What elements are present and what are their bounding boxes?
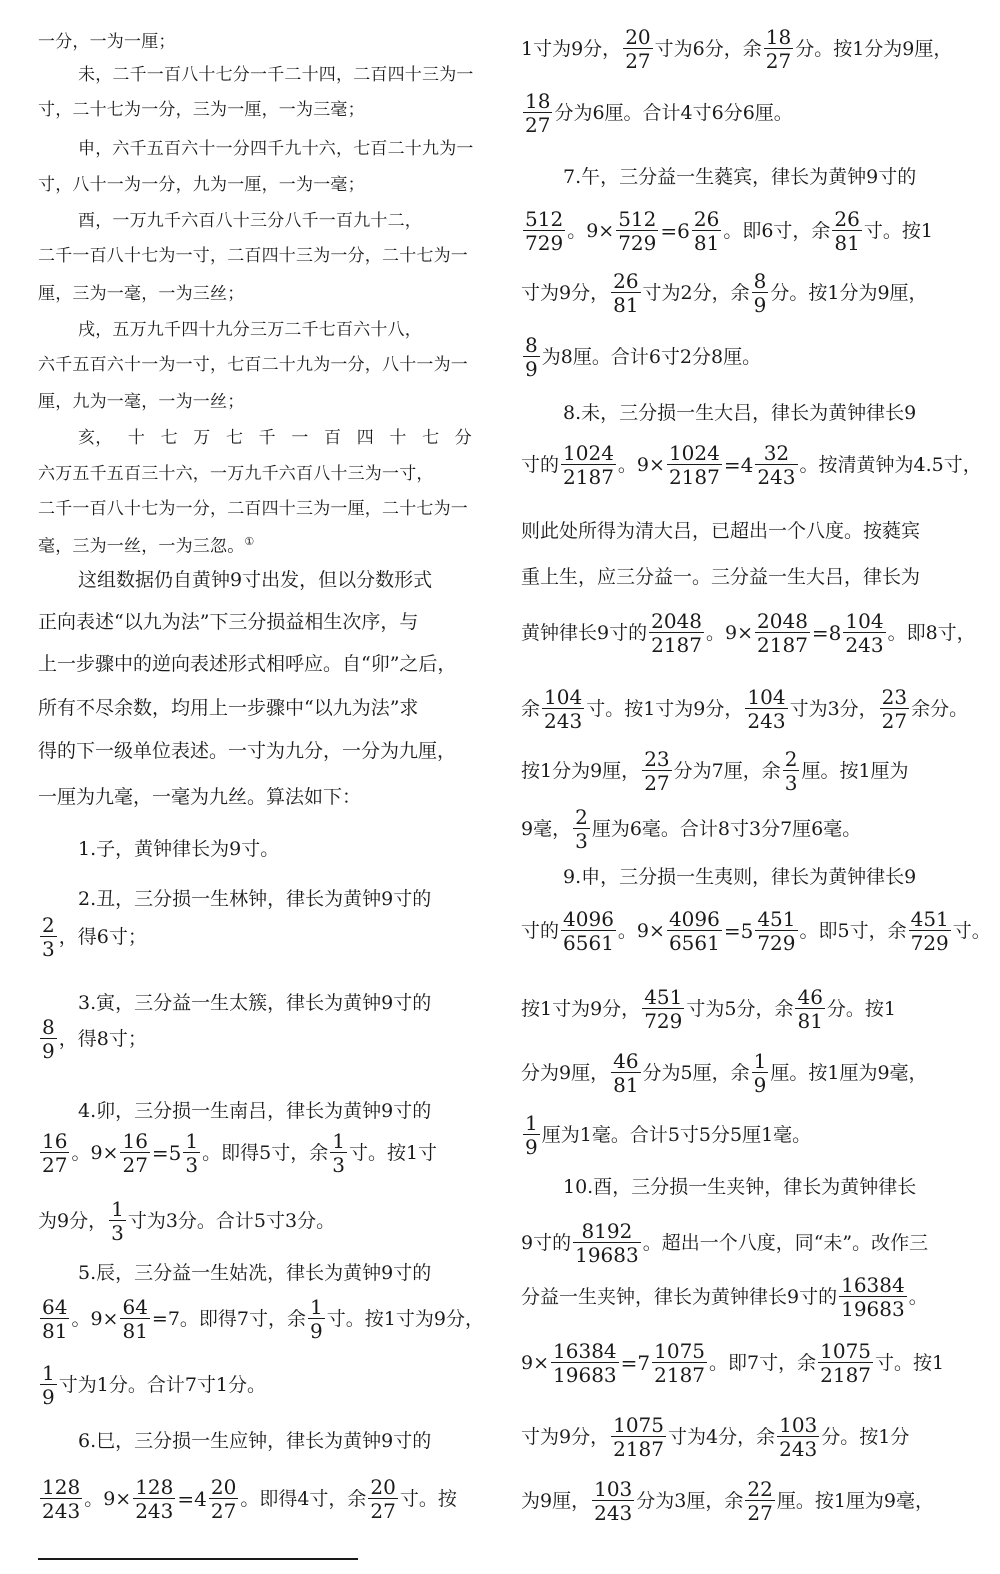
fraction: $\frac{104}{243}$	[845, 609, 884, 658]
body-line: 一厘为九毫，一毫为九丝。算法如下：	[38, 786, 362, 808]
body-line: 正向表述“以九为法”下三分损益相生次序，与	[38, 611, 419, 633]
classical-line: 申，六千五百六十一分四千九十六，七百二十九为一	[78, 139, 474, 159]
item-7-line: $\frac{512}{729}$ 。9× $\frac{512}{729}$ =6 $\frac{26}{81}$ 。即6寸，余 $\frac{26}{81}$ 寸。按1	[525, 207, 933, 256]
fraction: $\frac{26}{81}$	[693, 207, 720, 256]
classical-line: 二千一百八十七为一寸，二百四十三为一分，二十七为一	[38, 246, 468, 266]
fraction: $\frac{451}{729}$	[910, 907, 949, 956]
item-5-line: $\frac{64}{81}$ 。9× $\frac{64}{81}$ =7。即得7寸，余 $\frac{1}{9}$ 寸。按1寸为9分，	[42, 1295, 484, 1344]
fraction: $\frac{46}{81}$	[613, 1049, 639, 1098]
fraction: $\frac{26}{81}$	[613, 269, 639, 318]
fraction: $\frac{4096}{6561}$	[563, 907, 614, 956]
fraction: $\frac{64}{81}$	[42, 1295, 68, 1344]
item-3-line: 3.寅，三分益一生太簇，律长为黄钟9寸的	[78, 992, 432, 1014]
fraction: $\frac{1}{3}$	[111, 1197, 124, 1246]
classical-line: 毫，三为一丝，一为三忽。①	[38, 535, 255, 557]
fraction: $\frac{26}{81}$	[834, 207, 860, 256]
item-10-line: 寸为9分， $\frac{1075}{2187}$ 寸为4分，余 $\frac{103}{243}$ 分。按1分	[521, 1413, 910, 1462]
fraction: $\frac{32}{243}$	[757, 441, 796, 490]
fraction: $\frac{103}{243}$	[779, 1413, 818, 1462]
fraction: $\frac{128}{243}$	[42, 1475, 81, 1524]
fraction: $\frac{2048}{2187}$	[651, 609, 702, 658]
fraction: $\frac{20}{27}$	[370, 1475, 396, 1524]
fraction: $\frac{8}{9}$	[753, 269, 767, 318]
item-8-line: 重上生，应三分益一。三分益一生大吕，律长为	[521, 566, 921, 588]
item-8-line: 则此处所得为清大吕，已超出一个八度。按蕤宾	[521, 520, 921, 542]
item-2-line: $\frac{2}{3}$ ，得6寸；	[42, 913, 147, 962]
fraction: $\frac{103}{243}$	[594, 1477, 633, 1526]
item-4-line: 为9分， $\frac{1}{3}$ 寸为3分。合计5寸3分。	[38, 1197, 336, 1246]
item-5-line: $\frac{1}{9}$ 寸为1分。合计7寸1分。	[42, 1361, 267, 1410]
item-4-line: 4.卯，三分损一生南吕，律长为黄钟9寸的	[78, 1100, 432, 1122]
item-10-line: 9× $\frac{16384}{19683}$ =7 $\frac{1075}{2187}$ 。即7寸，余 $\frac{1075}{2187}$ 寸。按1	[521, 1339, 945, 1388]
fraction: $\frac{451}{729}$	[644, 985, 683, 1034]
fraction: $\frac{16}{27}$	[42, 1129, 68, 1178]
item-8-line: 8.未，三分损一生大吕，律长为黄钟律长9	[563, 402, 917, 424]
fraction: $\frac{18}{27}$	[765, 25, 792, 74]
fraction: $\frac{16}{27}$	[122, 1129, 148, 1178]
item-2-line: 2.丑，三分损一生林钟，律长为黄钟9寸的	[78, 888, 432, 910]
footnote-rule	[38, 1558, 358, 1560]
classical-line: 厘，三为一毫，一为三丝；	[38, 284, 245, 304]
item-3-line: $\frac{8}{9}$ ，得8寸；	[42, 1015, 147, 1064]
classical-line: 六万五千五百三十六，一万九千六百八十三为一寸，	[38, 464, 434, 484]
item-8-line: 黄钟律长9寸的 $\frac{2048}{2187}$ 。9× $\frac{2048}{2187}$ =8 $\frac{104}{243}$ 。即8寸，	[521, 609, 976, 658]
fraction: $\frac{1075}{2187}$	[613, 1413, 664, 1462]
classical-line: 酉，一万九千六百八十三分八千一百九十二，	[78, 211, 422, 231]
fraction: $\frac{16384}{19683}$	[553, 1339, 617, 1388]
item-10-line: 分益一生夹钟，律长为黄钟律长9寸的 $\frac{16384}{19683}$ 。	[521, 1273, 928, 1322]
fraction: $\frac{1075}{2187}$	[654, 1339, 706, 1388]
fraction: $\frac{1}{3}$	[332, 1129, 345, 1178]
fraction: $\frac{1}{9}$	[42, 1361, 55, 1410]
body-line: 得的下一级单位表述。一寸为九分，一分为九厘，	[38, 740, 457, 762]
item-8-line: 余 $\frac{104}{243}$ 寸。按1寸为9分， $\frac{104}{243}$ 寸为3分， $\frac{23}{27}$ 余分。	[521, 685, 969, 734]
fraction: $\frac{512}{729}$	[618, 207, 657, 256]
footnote-marker: ①	[244, 535, 255, 548]
fraction: $\frac{64}{81}$	[122, 1295, 148, 1344]
item-6-cont-line: 1寸为9分， $\frac{20}{27}$ 寸为6分，余 $\frac{18}{27}$ 分。按1分为9厘，	[521, 25, 953, 74]
fraction: $\frac{23}{27}$	[644, 747, 670, 796]
item-8-line: 按1分为9厘， $\frac{23}{27}$ 分为7厘，余 $\frac{2}{3}$ 厘。按1厘为	[521, 747, 909, 796]
item-10-line: 10.酉，三分损一生夹钟，律长为黄钟律长	[563, 1176, 917, 1198]
fraction: $\frac{128}{243}$	[135, 1475, 174, 1524]
fraction: $\frac{1024}{2187}$	[563, 441, 614, 490]
item-5-line: 5.辰，三分益一生姑冼，律长为黄钟9寸的	[78, 1262, 432, 1284]
fraction: $\frac{20}{27}$	[210, 1475, 237, 1524]
fraction: $\frac{1}{9}$	[310, 1295, 323, 1344]
classical-line: 六千五百六十一为一寸，七百二十九为一分，八十一为一	[38, 355, 468, 375]
fraction: $\frac{104}{243}$	[544, 685, 583, 734]
item-6-cont-line: $\frac{18}{27}$ 分为6厘。合计4寸6分6厘。	[525, 89, 793, 138]
classical-line: 寸，八十一为一分，九为一厘，一为一毫；	[38, 175, 365, 195]
classical-line: 厘，九为一毫，一为一丝；	[38, 392, 245, 412]
fraction: $\frac{104}{243}$	[747, 685, 786, 734]
fraction: $\frac{20}{27}$	[625, 25, 651, 74]
fraction: $\frac{2}{3}$	[575, 805, 588, 854]
fraction: $\frac{18}{27}$	[525, 89, 551, 138]
fraction: $\frac{512}{729}$	[525, 207, 564, 256]
fraction: $\frac{1}{9}$	[753, 1049, 767, 1098]
fraction: $\frac{2048}{2187}$	[757, 609, 808, 658]
fraction: $\frac{1075}{2187}$	[820, 1339, 872, 1388]
fraction: $\frac{22}{27}$	[747, 1477, 773, 1526]
item-6-line: 6.巳，三分损一生应钟，律长为黄钟9寸的	[78, 1430, 432, 1452]
classical-line-spread: 亥， 十 七 万 七 千 一 百 四 十 七 分	[78, 428, 472, 448]
classical-line: 二千一百八十七为一分，二百四十三为一厘，二十七为一	[38, 499, 468, 519]
classical-line: 未，二千一百八十七分一千二十四，二百四十三为一	[78, 65, 474, 85]
item-7-line: $\frac{8}{9}$ 为8厘。合计6寸2分8厘。	[525, 333, 762, 382]
item-7-line: 7.午，三分益一生蕤宾，律长为黄钟9寸的	[563, 166, 917, 188]
item-9-line: 寸的 $\frac{4096}{6561}$ 。9× $\frac{4096}{6561}$ =5 $\frac{451}{729}$ 。即5寸，余 $\frac{451}{729}$ 寸。	[521, 907, 991, 956]
item-7-line: 寸为9分， $\frac{26}{81}$ 寸为2分，余 $\frac{8}{9}$ 分。按1分为9厘，	[521, 269, 928, 318]
item-4-line: $\frac{16}{27}$ 。9× $\frac{16}{27}$ =5 $\frac{1}{3}$ 。即得5寸，余 $\frac{1}{3}$ 寸。按1寸	[42, 1129, 438, 1178]
item-9-line: 按1寸为9分， $\frac{451}{729}$ 寸为5分，余 $\frac{46}{81}$ 分。按1	[521, 985, 897, 1034]
fraction: $\frac{1}{3}$	[185, 1129, 199, 1178]
fraction: $\frac{1024}{2187}$	[668, 441, 720, 490]
item-9-line: 分为9厘， $\frac{46}{81}$ 分为5厘，余 $\frac{1}{9}$ 厘。按1厘为9毫，	[521, 1049, 928, 1098]
fraction: $\frac{46}{81}$	[797, 985, 823, 1034]
classical-line: 戌，五万九千四十九分三万二千七百六十八，	[78, 320, 422, 340]
fraction: $\frac{451}{729}$	[757, 907, 796, 956]
item-8-line: 9毫， $\frac{2}{3}$ 厘为6毫。合计8寸3分7厘6毫。	[521, 805, 862, 854]
fraction: $\frac{1}{9}$	[525, 1111, 538, 1160]
item-9-line: 9.申，三分损一生夷则，律长为黄钟律长9	[563, 866, 917, 888]
body-line: 上一步骤中的逆向表述形式相呼应。自“卯”之后，	[38, 653, 457, 675]
fraction: $\frac{8}{9}$	[525, 333, 538, 382]
classical-line: 寸，二十七为一分，三为一厘，一为三毫；	[38, 100, 365, 120]
item-6-line: $\frac{128}{243}$ 。9× $\frac{128}{243}$ =4 $\frac{20}{27}$ 。即得4寸，余 $\frac{20}{27}$ 寸。按	[42, 1475, 457, 1524]
fraction: $\frac{23}{27}$	[881, 685, 908, 734]
item-10-line: 9寸的 $\frac{8192}{19683}$ 。超出一个八度，同“未”。改作三	[521, 1219, 929, 1268]
classical-line: 一分，一为一厘；	[38, 32, 176, 52]
item-10-line: 为9厘， $\frac{103}{243}$ 分为3厘，余 $\frac{22}{27}$ 厘。按1厘为9毫，	[521, 1477, 935, 1526]
body-line: 所有不尽余数，均用上一步骤中“以九为法”求	[38, 697, 419, 719]
fraction: $\frac{16384}{19683}$	[841, 1273, 905, 1322]
item-8-line: 寸的 $\frac{1024}{2187}$ 。9× $\frac{1024}{2187}$ =4 $\frac{32}{243}$ 。按清黄钟为4.5寸，	[521, 441, 982, 490]
fraction: $\frac{8}{9}$	[42, 1015, 55, 1064]
fraction: $\frac{2}{3}$	[784, 747, 798, 796]
body-line: 这组数据仍自黄钟9寸出发，但以分数形式	[78, 569, 433, 591]
item-9-line: $\frac{1}{9}$ 厘为1毫。合计5寸5分5厘1毫。	[525, 1111, 812, 1160]
fraction: $\frac{8192}{19683}$	[575, 1219, 639, 1268]
fraction: $\frac{4096}{6561}$	[668, 907, 720, 956]
fraction: $\frac{2}{3}$	[42, 913, 55, 962]
item-1: 1.子，黄钟律长为9寸。	[78, 838, 280, 860]
